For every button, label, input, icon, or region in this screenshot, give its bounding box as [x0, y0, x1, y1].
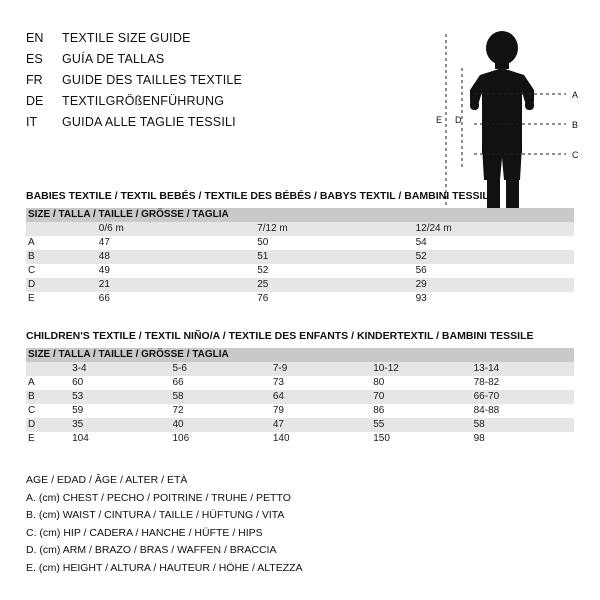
- cell-value: 50: [257, 236, 415, 250]
- cell-value: 48: [99, 250, 257, 264]
- cell-value: 60: [72, 376, 172, 390]
- babies-column-header: 0/6 m: [99, 222, 257, 236]
- cell-value: 64: [273, 390, 373, 404]
- row-key: B: [26, 390, 72, 404]
- spacer-cell: [26, 222, 99, 236]
- cell-value: 66-70: [474, 390, 574, 404]
- cell-value: 40: [172, 418, 272, 432]
- spacer-cell: [26, 362, 72, 376]
- cell-value: 52: [416, 250, 574, 264]
- table-row: [26, 278, 574, 292]
- cell-value: 58: [474, 418, 574, 432]
- cell-value: 55: [373, 418, 473, 432]
- figure-label-c: C: [572, 150, 579, 160]
- row-key: C: [26, 264, 99, 278]
- figure-label-a: A: [572, 90, 579, 100]
- children-column-header: 5-6: [172, 362, 272, 376]
- table-row: [26, 418, 574, 432]
- table-row: [26, 376, 574, 390]
- legend-block: [26, 472, 466, 577]
- table-row: [26, 292, 574, 306]
- title-row: [26, 73, 356, 94]
- cell-value: 29: [416, 278, 574, 292]
- title-text: GUÍA DE TALLAS: [62, 52, 165, 66]
- legend-line: D. (cm) ARM / BRAZO / BRAS / WAFFEN / BRACCIA: [26, 544, 277, 556]
- cell-value: 51: [257, 250, 415, 264]
- cell-value: 21: [99, 278, 257, 292]
- title-lang-code: IT: [26, 115, 38, 129]
- table-row: [26, 390, 574, 404]
- cell-value: 150: [373, 432, 473, 446]
- legend-line: C. (cm) HIP / CADERA / HANCHE / HÜFTE / HIPS: [26, 526, 263, 539]
- table-header-row: [26, 348, 574, 362]
- cell-value: 47: [273, 418, 373, 432]
- table-row: [26, 404, 574, 418]
- babies-section: [26, 190, 574, 306]
- table-row: [26, 236, 574, 250]
- cell-value: 49: [99, 264, 257, 278]
- cell-value: 35: [72, 418, 172, 432]
- legend-line: B. (cm) WAIST / CINTURA / TAILLE / HÜFTUNG / VITA: [26, 509, 285, 521]
- babies-column-header: 7/12 m: [257, 222, 415, 236]
- title-lang-code: EN: [26, 31, 44, 45]
- legend-line: A. (cm) CHEST / PECHO / POITRINE / TRUHE / PETTO: [26, 491, 291, 504]
- cell-value: 52: [257, 264, 415, 278]
- figure-label-d: D: [455, 115, 462, 125]
- title-text: TEXTILE SIZE GUIDE: [62, 31, 191, 45]
- figure-label-b: B: [572, 120, 579, 130]
- title-text: TEXTILGRÖßENFÜHRUNG: [62, 94, 225, 108]
- cell-value: 106: [172, 432, 272, 446]
- cell-value: 66: [172, 376, 272, 390]
- cell-value: 84-88: [474, 404, 574, 418]
- cell-value: 140: [273, 432, 373, 446]
- title-text: GUIDE DES TAILLES TEXTILE: [62, 73, 243, 87]
- legend-line: E. (cm) HEIGHT / ALTURA / HAUTEUR / HÖHE / ALTEZZA: [26, 561, 303, 574]
- row-key: C: [26, 404, 72, 418]
- babies-table: [26, 208, 574, 306]
- title-lang-code: ES: [26, 52, 43, 66]
- children-table: [26, 348, 574, 446]
- row-key: D: [26, 278, 99, 292]
- title-row: [26, 52, 356, 73]
- cell-value: 47: [99, 236, 257, 250]
- title-row: [26, 94, 356, 115]
- children-column-header: 7-9: [273, 362, 373, 376]
- cell-value: 86: [373, 404, 473, 418]
- babies-size-label: SIZE / TALLA / TAILLE / GRÖSSE / TAGLIA: [26, 208, 574, 222]
- cell-value: 25: [257, 278, 415, 292]
- title-row: [26, 31, 356, 52]
- title-lang-code: FR: [26, 73, 43, 87]
- title-row: [26, 115, 356, 136]
- cell-value: 54: [416, 236, 574, 250]
- cell-value: 72: [172, 404, 272, 418]
- cell-value: 56: [416, 264, 574, 278]
- children-size-label: SIZE / TALLA / TAILLE / GRÖSSE / TAGLIA: [26, 348, 574, 362]
- legend-line: AGE / EDAD / ÂGE / ALTER / ETÀ: [26, 474, 188, 486]
- row-key: E: [26, 292, 99, 306]
- cell-value: 70: [373, 390, 473, 404]
- children-column-header: 13-14: [474, 362, 574, 376]
- row-key: E: [26, 432, 72, 446]
- row-key: A: [26, 236, 99, 250]
- children-section: [26, 330, 574, 446]
- title-block: [26, 31, 356, 136]
- babies-column-header: 12/24 m: [416, 222, 574, 236]
- cell-value: 79: [273, 404, 373, 418]
- title-lang-code: DE: [26, 94, 44, 108]
- figure-label-e: E: [436, 115, 443, 125]
- babies-heading: BABIES TEXTILE / TEXTIL BEBÉS / TEXTILE DES BÉBÉS / BABYS TEXTIL / BAMBINI TESSILE: [26, 190, 496, 202]
- cell-value: 98: [474, 432, 574, 446]
- table-row: [26, 432, 574, 446]
- cell-value: 93: [416, 292, 574, 306]
- children-heading: CHILDREN'S TEXTILE / TEXTIL NIÑO/A / TEXTILE DES ENFANTS / KINDERTEXTIL / BAMBINI TESSILE: [26, 330, 534, 342]
- row-key: D: [26, 418, 72, 432]
- title-text: GUIDA ALLE TAGLIE TESSILI: [62, 115, 236, 129]
- table-row: [26, 250, 574, 264]
- cell-value: 73: [273, 376, 373, 390]
- table-column-row: [26, 222, 574, 236]
- cell-value: 104: [72, 432, 172, 446]
- table-header-row: [26, 208, 574, 222]
- children-column-header: 3-4: [72, 362, 172, 376]
- cell-value: 76: [257, 292, 415, 306]
- cell-value: 66: [99, 292, 257, 306]
- cell-value: 78-82: [474, 376, 574, 390]
- table-column-row: [26, 362, 574, 376]
- cell-value: 80: [373, 376, 473, 390]
- cell-value: 58: [172, 390, 272, 404]
- table-row: [26, 264, 574, 278]
- cell-value: 53: [72, 390, 172, 404]
- children-column-header: 10-12: [373, 362, 473, 376]
- row-key: A: [26, 376, 72, 390]
- row-key: B: [26, 250, 99, 264]
- cell-value: 59: [72, 404, 172, 418]
